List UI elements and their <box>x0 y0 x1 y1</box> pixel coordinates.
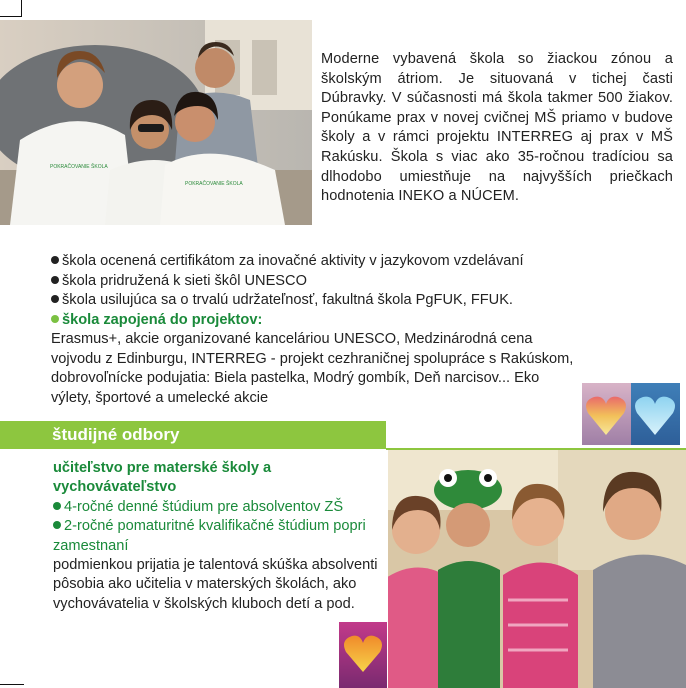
heart-image <box>339 622 387 688</box>
projects-heading: škola zapojená do projektov: <box>51 311 591 331</box>
hearts-image <box>582 383 680 445</box>
list-item: 4-ročné denné štúdium pre absolventov ZŠ <box>53 498 393 517</box>
bullet-icon <box>53 521 61 529</box>
bullet-icon <box>53 502 61 510</box>
list-item: škola pridružená k sieti škôl UNESCO <box>51 272 591 292</box>
students-photo <box>0 20 312 225</box>
bullet-icon <box>51 256 59 264</box>
program-text: podmienkou prijatia je talentová skúška absolventi pôsobia ako učitelia v materských školách, ako vychovávatelia v školských kluboch detí a pod. <box>53 557 378 612</box>
intro-paragraph: Moderne vybavená škola so žiackou zónou a školským átriom. Je situovaná v tichej časti Dúbravky. V súčasnosti má škola takmer 500 žiakov. Ponúkame prax v novej cvičnej MŠ priamo v budove školy a v rámci projektu INTERREG aj prax v MŠ Rakúsku. Škola s viac ako 35-ročnou tradíciou sa dlhodobo umiestňuje na najvyšších priečkach hodnotenia INEKO a NÚCEM. <box>321 51 673 205</box>
features-list <box>51 252 591 330</box>
svg-text:POKRAČOVANIE ŠKOLA: POKRAČOVANIE ŠKOLA <box>50 164 108 170</box>
children-photo <box>388 450 686 688</box>
crop-mark-bottom <box>0 684 24 685</box>
svg-text:POKRAČOVANIE ŠKOLA: POKRAČOVANIE ŠKOLA <box>185 181 243 187</box>
list-item: škola ocenená certifikátom za inovačné aktivity v jazykovom vzdelávaní <box>51 252 591 272</box>
crop-mark-top <box>21 0 22 16</box>
list-item: 2-ročné pomaturitné kvalifikačné štúdium popri zamestnaní <box>53 518 366 554</box>
bullet-icon <box>51 276 59 284</box>
program-block <box>53 459 393 614</box>
projects-text: Erasmus+, akcie organizované kanceláriou UNESCO, Medzinárodná cena vojvodu z Edinburgu, INTERREG - projekt cezhraničnej spolupráce s Rakúskom, dobrovoľnícke podujatia: Biela pastelka, Modrý gombík, Deň narcisov... Eko výlety, športové a umelecké akcie <box>51 331 574 406</box>
list-item: škola usilujúca sa o trvalú udržateľnosť, fakultná škola PgFUK, FFUK. <box>51 291 591 311</box>
bullet-icon <box>51 295 59 303</box>
crop-mark-top-h <box>0 16 22 17</box>
program-title: učiteľstvo pre materské školy a vychovávateľstvo <box>53 460 272 496</box>
bullet-icon <box>51 315 59 323</box>
section-title: študijné odbory <box>0 421 386 449</box>
